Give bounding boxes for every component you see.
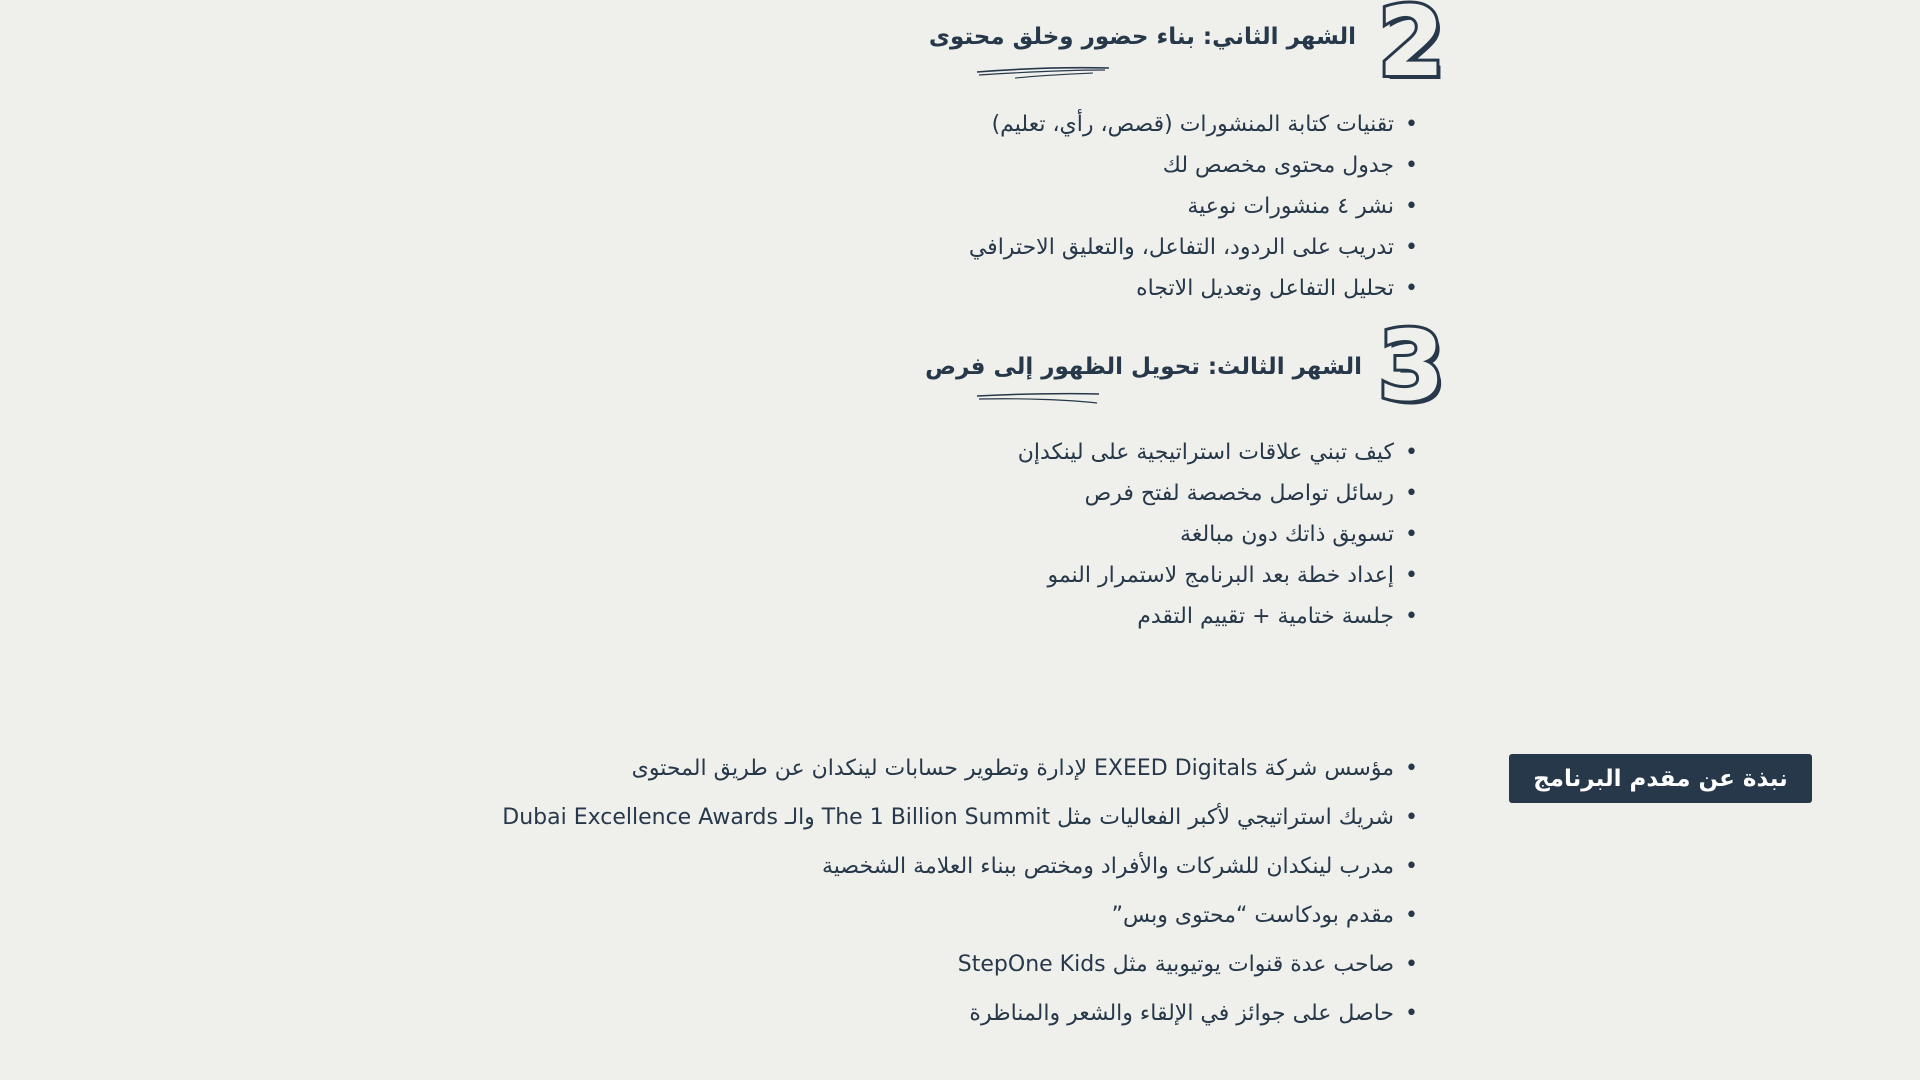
about-presenter-list (502, 744, 1394, 1038)
month-2-list (969, 104, 1394, 309)
list-item: • تسويق ذاتك دون مبالغة (1018, 514, 1394, 555)
list-item: • تدريب على الردود، التفاعل، والتعليق الاحترافي (969, 227, 1394, 268)
about-presenter-badge: نبذة عن مقدم البرنامج (1509, 754, 1812, 803)
list-item: • نشر ٤ منشورات نوعية (969, 186, 1394, 227)
list-item: • جلسة ختامية + تقييم التقدم (1018, 596, 1394, 637)
month-3-underline-decoration (975, 388, 1105, 408)
list-item: • مؤسس شركة EXEED Digitals لإدارة وتطوير حسابات لينكدان عن طريق المحتوى (502, 744, 1394, 793)
list-item: • مدرب لينكدان للشركات والأفراد ومختص ببناء العلامة الشخصية (502, 842, 1394, 891)
list-item: • شريك استراتيجي لأكبر الفعاليات مثل The 1 Billion Summit والـ Dubai Excellence Awards (502, 793, 1394, 842)
month-3-number: 3 (1378, 310, 1445, 422)
list-item: • تقنيات كتابة المنشورات (قصص، رأي، تعليم) (969, 104, 1394, 145)
month-2-title: الشهر الثاني: بناء حضور وخلق محتوى (928, 24, 1356, 50)
list-item: • إعداد خطة بعد البرنامج لاستمرار النمو (1018, 555, 1394, 596)
list-item: • رسائل تواصل مخصصة لفتح فرص (1018, 473, 1394, 514)
list-item: • حاصل على جوائز في الإلقاء والشعر والمناظرة (502, 989, 1394, 1038)
list-item: • جدول محتوى مخصص لك (969, 145, 1394, 186)
month-2-underline-decoration (975, 62, 1115, 84)
month-3-list (1018, 432, 1394, 637)
list-item: • مقدم بودكاست “محتوى وبس” (502, 891, 1394, 940)
month-3-title: الشهر الثالث: تحويل الظهور إلى فرص (925, 354, 1362, 380)
list-item: • كيف تبني علاقات استراتيجية على لينكدإن (1018, 432, 1394, 473)
month-2-number: 2 (1378, 0, 1445, 98)
list-item: • صاحب عدة قنوات يوتيوبية مثل StepOne Kids (502, 940, 1394, 989)
list-item: • تحليل التفاعل وتعديل الاتجاه (969, 268, 1394, 309)
